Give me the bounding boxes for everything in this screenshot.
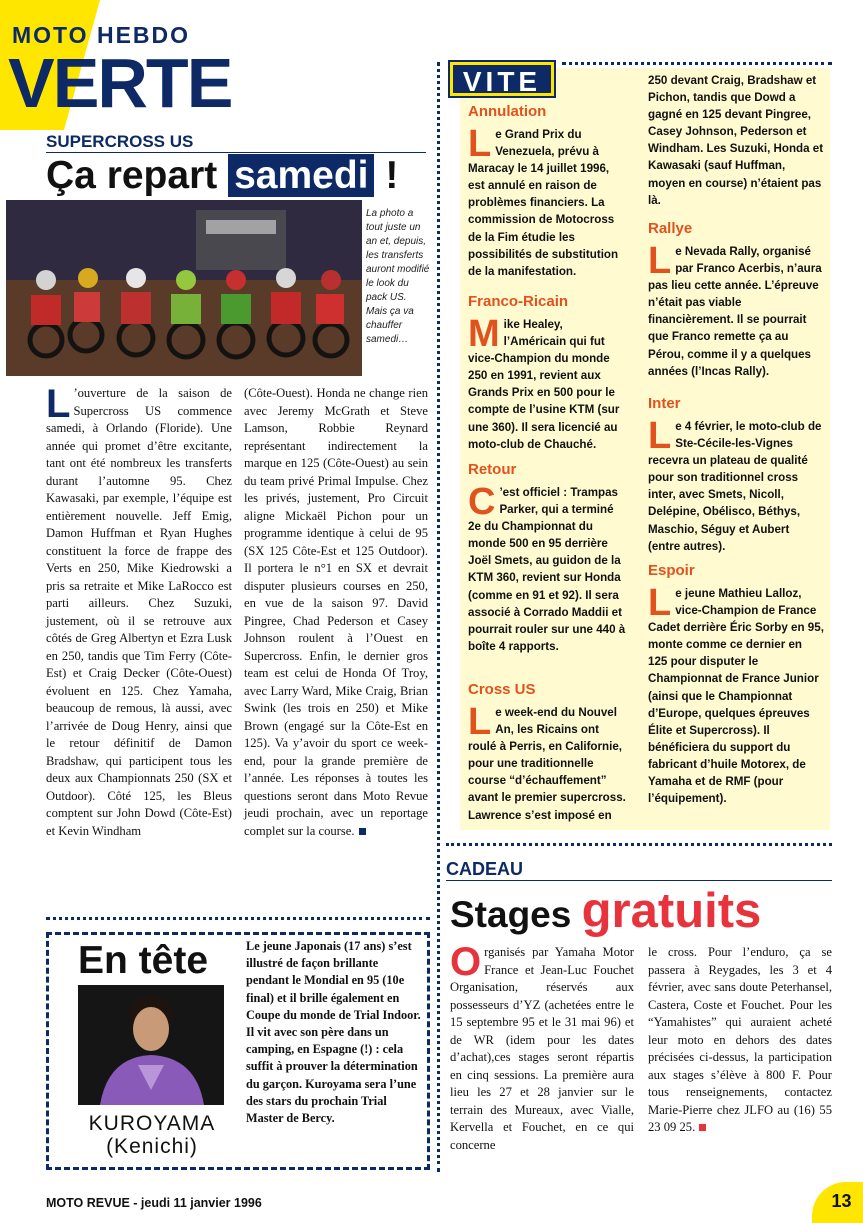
supercross-column-2 <box>244 385 428 840</box>
vite-dropcap: L <box>468 701 492 743</box>
dotted-divider <box>446 843 832 846</box>
cadeau-column-1 <box>450 940 634 1154</box>
vite-section-cross-us <box>468 679 628 824</box>
supercross-headline <box>46 153 398 199</box>
vite-section-espoir <box>648 560 824 807</box>
headline-post: ! <box>385 154 399 197</box>
vite-dropcap: L <box>648 582 672 624</box>
vite-section-retour <box>468 459 628 655</box>
vite-dropcap: M <box>468 313 500 355</box>
vite-section-inter <box>648 393 824 555</box>
portrait-illustration <box>78 985 224 1105</box>
vite-section-annulation <box>468 101 628 280</box>
cadeau-kicker: CADEAU <box>446 859 832 881</box>
vite-section-title: Cross US <box>468 681 536 698</box>
vite-dropcap: L <box>648 240 672 282</box>
headline-highlight: samedi <box>228 154 374 197</box>
cadeau-col1-text: rganisés par Yamaha Motor France et Jean-Luc Fouchet Organisation, réservés aux possesseurs d’YZ (achetées entre le 15 septembre 95 et le 31 mai 96) et de WR (idem pour les dates d’achat),ces stages seront répartis en cinq sessions. La première aura lieu les 27 et 28 janvier sur le terrain des Mureaux, avec Vialle, Kervella et Fouchet, en ce qui concerne <box>450 945 634 1152</box>
end-square-icon <box>699 1124 706 1131</box>
vite-title: VITE <box>450 62 554 96</box>
entete-text: Le jeune Japonais (17 ans) s’est illustré de façon brillante pendant le Mondial en 95 (10e final) et il brille également en Coupe du monde de Trial Indoor. Il vit avec son père dans un camping, en Espagne (!) : cela suffit à prouver la détermination du garçon. Kuroyama sera l’une des stars du prochain Trial Master de Bercy. <box>246 939 421 1126</box>
vite-section-title: Annulation <box>468 103 547 120</box>
vite-section-text: e week-end du Nouvel An, les Ricains ont roulé à Perris, en Californie, pour une traditionnelle course “d’échauffement” avant le premier supercross. Lawrence s’est imposé en <box>468 706 626 822</box>
vite-section-title: Franco-Ricain <box>468 293 569 310</box>
vite-section-text: e Nevada Rally, organisé par Franco Acerbis, n’aura pas lieu cette année. L’épreuve n’était pas viable financièrement. Il se pourrait que Franco remette ça au Pérou, comme il y a quelques années (l’Incas Rally). <box>648 245 822 378</box>
supercross-col2-text: (Côte-Ouest). Honda ne change rien avec Jeremy McGrath et Steve Lamson, Robbie Reynard représentant indirectement la marque en 125 (Côte-Ouest) au sein du team privé Primal Impulse. Chez les privés, justement, Pro Circuit aligne Mickaël Pichon pour un programme identique à celui de 95 (SX 125 Côte-Est et 125 Outdoor). Il portera le n°1 en SX et devrait disputer plusieurs courses en 250, en vue de la saison 97. David Pingree, Chad Pederson et Casey Johnson roulent à l’Ouest en Supercross. Enfin, le dernier gros team est celui de Honda Of Troy, avec Larry Ward, Mike Craig, Brian Swink (les trois en 250) et Mike Brown (engagé sur la Côte-Est en 125). Va y’avoir du sport ce week-end, pour la grande première de l’année. Les réponses à toutes les questions seront dans Moto Revue jeudi prochain, avec un reportage complet sur la course. <box>244 386 428 838</box>
vite-dropcap: L <box>468 123 492 165</box>
vite-dropcap: C <box>468 481 496 523</box>
vite-section-title: Retour <box>468 461 517 478</box>
vite-dropcap: L <box>648 415 672 457</box>
supercross-kicker: SUPERCROSS US <box>46 132 426 153</box>
vite-section-rallye <box>648 218 824 380</box>
vite-section-franco-ricain <box>468 291 628 453</box>
kuroyama-portrait <box>78 985 224 1105</box>
vite-continuation <box>648 72 824 209</box>
vite-continuation-text: 250 devant Craig, Bradshaw et Pichon, tandis que Dowd a gagné en 125 devant Pingree, Casey Johnson, Pederson et Windham. Les Suzuki, Honda et Kawasaki (sauf Huffman, moyen en course) n’étaient pas là. <box>648 74 824 207</box>
vite-section-title: Inter <box>648 395 681 412</box>
supercross-photo-illustration <box>6 200 362 376</box>
entete-name-line-2: (Kenichi) <box>106 1135 198 1158</box>
end-square-icon <box>359 828 366 835</box>
stages-headline <box>450 884 762 939</box>
photo-caption: La photo a tout juste un an et, depuis, les transferts auront modifié le look du pack US. Mais ça va chauffer samedi… <box>366 208 430 345</box>
entete-title: En tête <box>78 939 209 982</box>
cadeau-column-2 <box>648 944 832 1137</box>
vite-section-text: e Grand Prix du Venezuela, prévu à Maracay le 14 juillet 1996, est annulé en raison de problèmes financiers. La commission de Motocross de la Fim étudie les possibilités de substitution de la manifestation. <box>468 128 619 278</box>
vite-section-title: Rallye <box>648 220 693 237</box>
vite-section-text: ike Healey, l’Américain qui fut vice-Champion du monde 250 en 1991, revient aux Grands Prix en 500 pour le compte de l’usine KTM (sur une 360). Il sera licencié au moto-club de Chauché. <box>468 318 620 451</box>
entete-name-line-1: KUROYAMA <box>88 1112 216 1135</box>
entete-name <box>62 1112 242 1158</box>
stages-headline-1: Stages <box>450 894 572 935</box>
supercross-photo <box>6 200 362 376</box>
headline-pre: Ça repart <box>46 154 218 197</box>
masthead-moto-hebdo: MOTO HEBDO <box>12 22 191 48</box>
vite-section-text: e jeune Mathieu Lalloz, vice-Champion de France Cadet derrière Éric Sorby en 95, monte comme ce dernier en 125 pour disputer le Championnat de France Junior (ainsi que le Championnat d’Europe, quelques épreuves Élite et Supercross). Il bénéficiera du support du fabricant d’huile Motorex, de Yamaha et de RMF (pour l’équipement). <box>648 587 824 806</box>
masthead-verte: VERTE <box>8 44 232 122</box>
vite-top-divider <box>562 62 832 65</box>
column-divider <box>437 62 440 1172</box>
vite-section-text: ’est officiel : Trampas Parker, qui a terminé 2e du Championnat du monde 500 en 95 derrière Joël Smets, au guidon de la KTM 360, revient sur Honda (comme en 91 et 92). Il sera associé à Corrado Maddii et pourrait rouler sur une 440 à boîte 4 rapports. <box>468 486 626 653</box>
page-number: 13 <box>812 1182 863 1223</box>
supercross-column-1 <box>46 382 232 840</box>
cadeau-dropcap: O <box>450 940 482 984</box>
vite-section-text: e 4 février, le moto-club de Ste-Cécile-les-Vignes recevra un plateau de qualité pour son traditionnel cross inter, avec Smets, Nicoll, Delépine, Obélisco, Béthys, Maschio, Séguy et Aubert (entre autres). <box>648 420 822 553</box>
supercross-dropcap: L <box>46 382 71 426</box>
stages-headline-2: gratuits <box>581 884 762 938</box>
cadeau-col2-text: le cross. Pour l’enduro, ça se passera à Reygades, les 3 et 4 février, avec sans doute Peterhansel, Castera, Coste et Fouchet. Pour les “Yamahistes” qui auraient acheté leur moto en dehors des dates précisées ci-dessus, la participation aux stages s’élève à 800 F. Pour tous renseignements, contactez Marie-Pierre chez JLFO au (16) 55 23 09 25. <box>648 945 832 1134</box>
footer-text: MOTO REVUE - jeudi 11 janvier 1996 <box>46 1196 262 1210</box>
dotted-divider <box>46 917 430 920</box>
vite-section-title: Espoir <box>648 562 695 579</box>
supercross-col1-text: ’ouverture de la saison de Supercross US commence samedi, à Orlando (Floride). Une année qui promet d’être excitante, tant ont été nombreux les transferts durant l’automne 95. Chez Kawasaki, par exemple, l’équipe est entièrement nouvelle. Jeff Emig, Damon Huffman et Ryan Hughes constituent la force de frappe des Verts en 250, Mike Kiedrowski a pris sa retraite et Mike LaRocco est parti ailleurs. Chez Suzuki, justement, où il se retrouve aux côtés de Greg Albertyn et Ezra Lusk en 250, tandis que Tim Ferry (Côte-Est) et Craig Decker (Côte-Ouest) évoluent en 125. Chez Yamaha, beaucoup de remous, là aussi, avec l’arrivée de Doug Henry, ainsi que le retour définitif de Damon Bradshaw, qui participent tous les deux aux Championnats 250 (SX et Outdoor). Côté 125, les Bleus comptent sur John Dowd (Côte-Est) et Kevin Windham <box>46 386 232 838</box>
